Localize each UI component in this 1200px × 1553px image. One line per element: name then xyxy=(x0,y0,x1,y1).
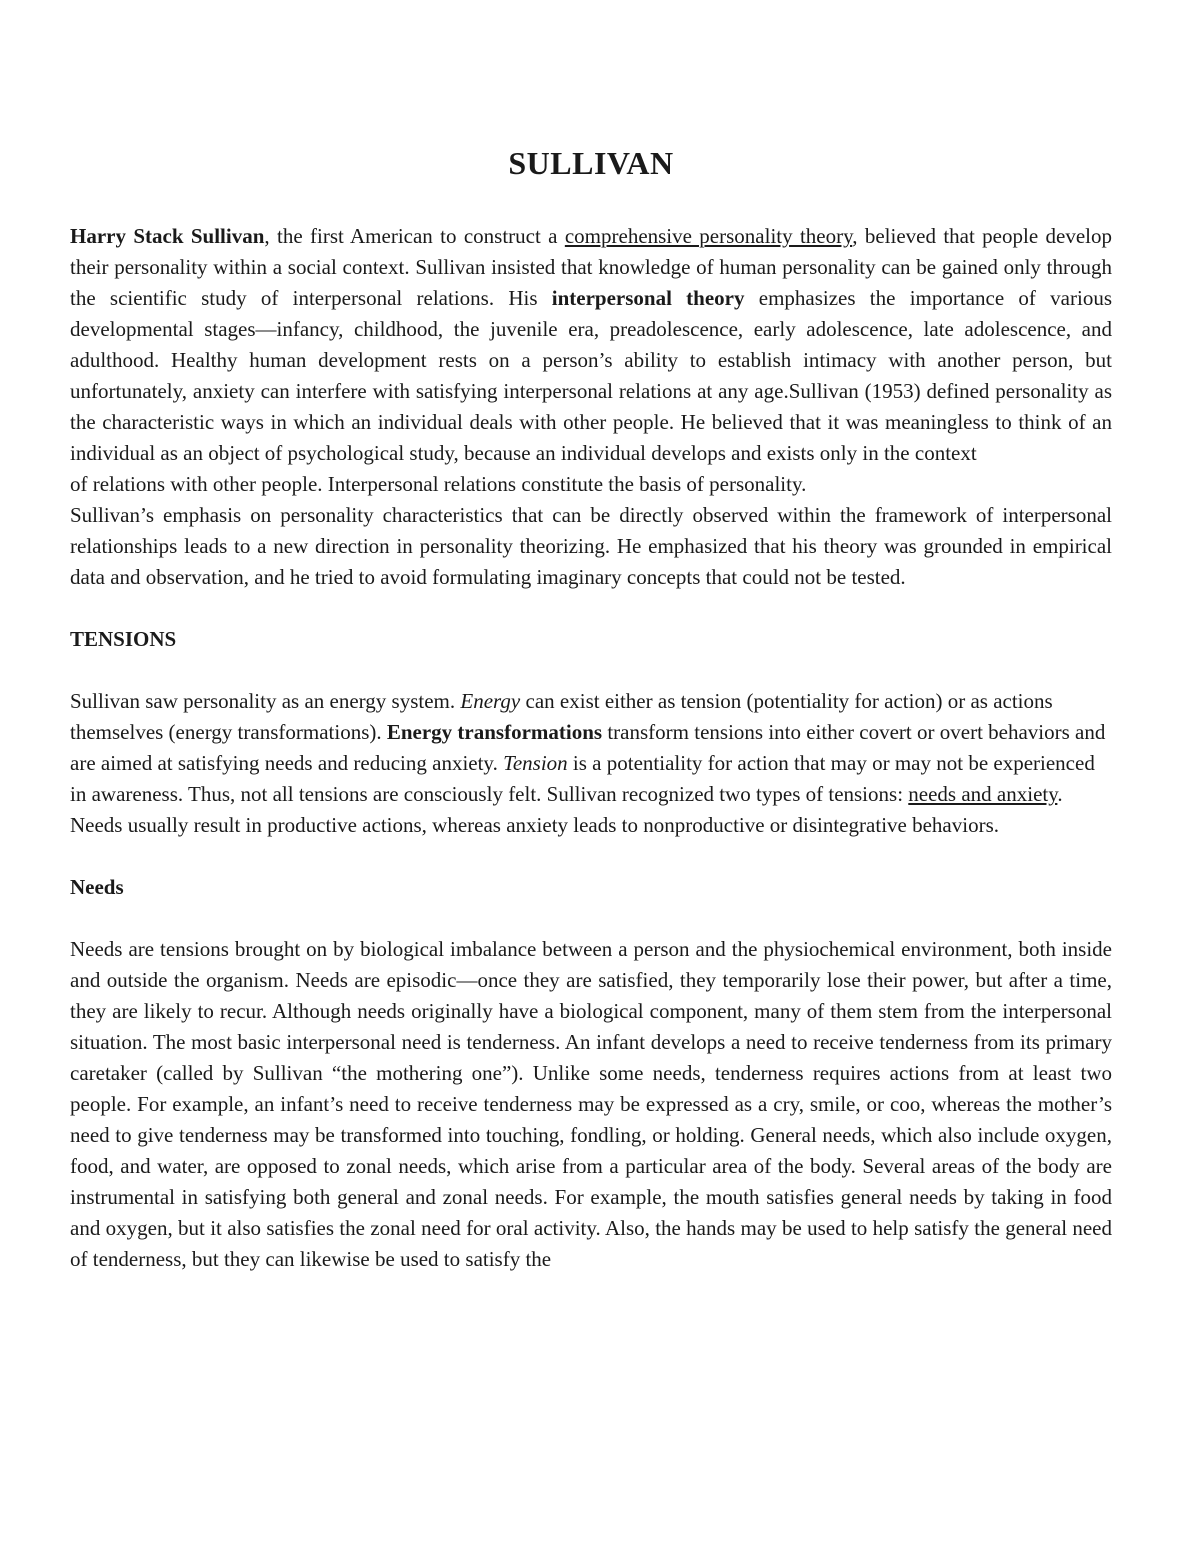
energy-transformations-term: Energy transformations xyxy=(386,720,603,744)
page-title: SULLIVAN xyxy=(508,145,674,181)
emphasis-paragraph: Sullivan’s emphasis on personality characteristics that can be directly observed within the framework of interpersonal relationships leads to a new direction in personality theorizing. He emphasized that his theory was grounded in empirical data and observation, and he tried to avoid formulating imaginary concepts that could not be tested. xyxy=(70,503,1112,589)
document-page xyxy=(70,0,1112,1275)
tensions-paragraph xyxy=(70,686,1112,841)
interpersonal-theory-term: interpersonal theory xyxy=(551,286,745,310)
energy-term: Energy xyxy=(460,689,521,713)
comprehensive-theory-link[interactable]: comprehensive personality theory xyxy=(564,224,853,248)
needs-paragraph: Needs are tensions brought on by biological imbalance between a person and the physiochemical environment, both inside and outside the organism. Needs are episodic—once they are satisfied, they temporarily lose their power, but after a time, they are likely to recur. Although needs originally have a biological component, many of them stem from the interpersonal situation. The most basic interpersonal need is tenderness. An infant develops a need to receive tenderness from its primary caretaker (called by Sullivan “the mothering one”). Unlike some needs, tenderness requires actions from at least two people. For example, an infant’s need to receive tenderness may be expressed as a cry, smile, or coo, whereas the mother’s need to give tenderness may be transformed into touching, fondling, or holding. General needs, which also include oxygen, food, and water, are opposed to zonal needs, which arise from a particular area of the body. Several areas of the body are instrumental in satisfying both general and zonal needs. For example, the mouth satisfies general needs by taking in food and oxygen, but it also satisfies the zonal need for oral activity. Also, the hands may be used to help satisfy the general need of tenderness, but they can likewise be used to satisfy the xyxy=(70,937,1112,1271)
intro-paragraph-end: of relations with other people. Interpersonal relations constitute the basis of personality. xyxy=(70,472,807,496)
tension-term: Tension xyxy=(503,751,568,775)
tensions-heading: TENSIONS xyxy=(70,627,177,651)
tensions-text-2: can exist either as tension (potentiality for action) or as actions themselves (energy transformations). xyxy=(70,689,1053,744)
intro-text-3: emphasizes the importance of various developmental stages—infancy, childhood, the juvenile era, preadolescence, early adolescence, late adolescence, and adulthood. Healthy human development rests on a person’s ability to establish intimacy with another person, but unfortunately, anxiety can interfere with satisfying interpersonal relations at any age.Sullivan (1953) defined personality as the characteristic ways in which an individual deals with other people. He believed that it was meaningless to think of an individual as an object of psychological study, because an individual develops and exists only in the context xyxy=(70,286,1112,465)
author-name: Harry Stack Sullivan xyxy=(70,224,265,248)
tensions-text-3: transform tensions into either covert or overt behaviors and are aimed at satisfying needs and reducing anxiety. xyxy=(70,720,1106,775)
tensions-text-5: . Needs usually result in productive actions, whereas anxiety leads to nonproductive or disintegrative behaviors. xyxy=(70,782,1063,837)
intro-text-2: , believed that people develop their personality within a social context. Sullivan insisted that knowledge of human personality can be gained only through the scientific study of interpersonal relations. His xyxy=(70,224,1112,310)
needs-heading: Needs xyxy=(70,875,124,899)
intro-text-1: , the first American to construct a xyxy=(264,224,565,248)
intro-paragraph xyxy=(70,221,1112,469)
tensions-text-4: is a potentiality for action that may or may not be experienced in awareness. Thus, not all tensions are consciously felt. Sullivan recognized two types of tensions: xyxy=(70,751,1095,806)
tensions-text-1: Sullivan saw personality as an energy system. xyxy=(70,689,461,713)
needs-and-anxiety-link[interactable]: needs and anxiety xyxy=(908,782,1058,806)
